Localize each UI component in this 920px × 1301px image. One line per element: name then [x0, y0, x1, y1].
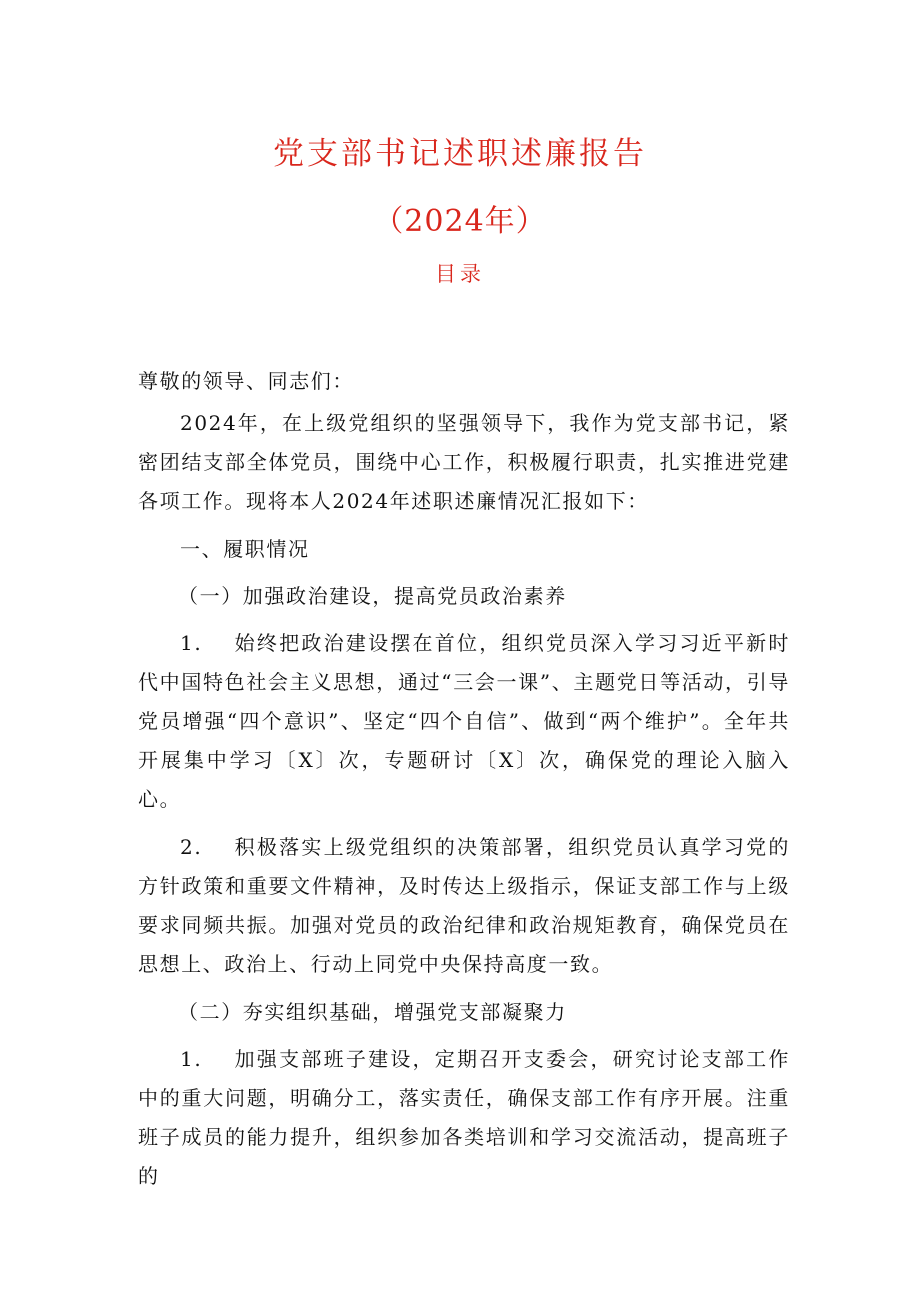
list-item-text: 加强支部班子建设，定期召开支委会，研究讨论支部工作中的重大问题，明确分工，落实责任，确保支部工作有序开展。注重班子成员的能力提升，组织参加各类培训和学习交流活动，提高班子的 — [138, 1047, 790, 1188]
subsection-heading-1: （一）加强政治建设，提高党员政治素养 — [178, 584, 567, 608]
list-item — [138, 828, 790, 984]
list-item-number: 1. — [180, 631, 203, 655]
list-item — [138, 1040, 790, 1196]
list-item-number: 2. — [180, 835, 203, 859]
document-year: （2024年） — [373, 204, 547, 239]
document-title: 党支部书记述职述廉报告 — [273, 136, 647, 172]
subsection-heading-2: （二）夯实组织基础，增强党支部凝聚力 — [178, 1000, 567, 1024]
section-heading-1: 一、履职情况 — [180, 537, 310, 561]
list-item-text: 积极落实上级党组织的决策部署，组织党员认真学习党的方针政策和重要文件精神，及时传达上级指示，保证支部工作与上级要求同频共振。加强对党员的政治纪律和政治规矩教育，确保党员在思想上、政治上、行动上同党中央保持高度一致。 — [138, 835, 790, 976]
list-item-text: 始终把政治建设摆在首位，组织党员深入学习习近平新时代中国特色社会主义思想，通过“三会一课”、主题党日等活动，引导党员增强“四个意识”、坚定“四个自信”、做到“两个维护”。全年共开展集中学习〔X〕次，专题研讨〔X〕次，确保党的理论入脑入心。 — [138, 631, 790, 811]
intro-paragraph: 2024年，在上级党组织的坚强领导下，我作为党支部书记，紧密团结支部全体党员，围绕中心工作，积极履行职责，扎实推进党建各项工作。现将本人2024年述职述廉情况汇报如下： — [138, 411, 790, 513]
toc-link[interactable]: 目录 — [435, 262, 485, 286]
list-item — [138, 624, 790, 819]
list-item-number: 1. — [180, 1047, 203, 1071]
greeting: 尊敬的领导、同志们： — [138, 369, 354, 393]
